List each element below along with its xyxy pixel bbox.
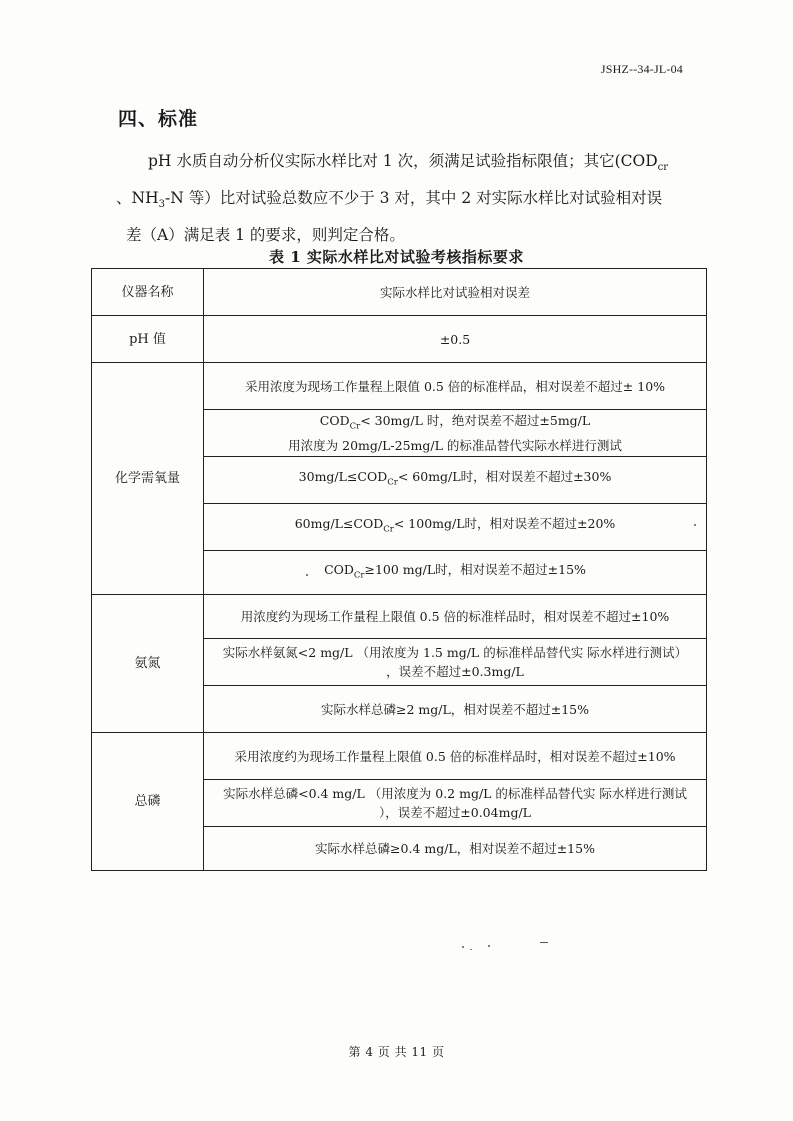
nh3-criterion-2: 实际水样氨氮<2 mg/L （用浓度为 1.5 mg/L 的标准样品替代实 际水样进行测试） ，误差不超过±0.3mg/L xyxy=(204,639,707,686)
table-row-cod-1 xyxy=(92,363,707,410)
cod-criterion-4: $60mg/L\le COD_{Cr}< 100mg/L$时，相对误差不超过±20% xyxy=(204,504,707,551)
table-caption: 表 1 实际水样比对试验考核指标要求 xyxy=(269,248,524,266)
ph-name: pH 值 xyxy=(92,316,204,363)
table-row-nh3-1 xyxy=(92,595,707,639)
cod-criterion-1: 采用浓度为现场工作量程上限值 0.5 倍的标准样品，相对误差不超过± 10% xyxy=(204,363,707,410)
nh3-criterion-3: 实际水样总磷≥2 mg/L，相对误差不超过±15% xyxy=(204,686,707,733)
scan-speck xyxy=(462,946,464,948)
standard-paragraph xyxy=(116,146,704,251)
scan-speck xyxy=(694,524,696,526)
table-header-row xyxy=(92,269,707,316)
section-title: 四、标准 xyxy=(118,108,199,130)
header-instrument-name: 仪器名称 xyxy=(92,269,204,316)
scan-speck xyxy=(540,942,548,943)
ph-value: ±0.5 xyxy=(204,316,707,363)
cod-criterion-5: $COD_{Cr}\ge 100$ mg/L时，相对误差不超过±15% xyxy=(204,551,707,595)
cod-criterion-3: $30mg/L\le COD_{Cr}< 60mg/L$时，相对误差不超过±30% xyxy=(204,457,707,504)
paragraph-line-3: 差（A）满足表 1 的要求，则判定合格。 xyxy=(126,226,405,245)
assessment-table xyxy=(91,268,707,871)
nh3-criterion-1: 用浓度约为现场工作量程上限值 0.5 倍的标准样品时，相对误差不超过±10% xyxy=(204,595,707,639)
paragraph-line-2: 、$NH_3-N$ 等）比对试验总数应不少于 3 对，其中 2 对实际水样比对试验相对误 xyxy=(116,189,663,211)
document-number: JSHZ--34-JL-04 xyxy=(600,62,683,76)
table-row-ph xyxy=(92,316,707,363)
tp-criterion-3: 实际水样总磷≥0.4 mg/L，相对误差不超过±15% xyxy=(204,827,707,871)
nh3-name: 氨氮 xyxy=(92,595,204,733)
header-relative-error: 实际水样比对试验相对误差 xyxy=(204,269,707,316)
tp-name: 总磷 xyxy=(92,733,204,871)
tp-criterion-2: 实际水样总磷<0.4 mg/L （用浓度为 0.2 mg/L 的标准样品替代实 际水样进行测试 ），误差不超过±0.04mg/L xyxy=(204,780,707,827)
table-row-tp-1 xyxy=(92,733,707,780)
paragraph-line-1: pH 水质自动分析仪实际水样比对 1 次，须满足试验指标限值；其它($COD_{cr}$ xyxy=(148,152,669,174)
tp-criterion-1: 采用浓度约为现场工作量程上限值 0.5 倍的标准样品时，相对误差不超过±10% xyxy=(204,733,707,780)
scan-speck xyxy=(306,574,308,576)
page-footer: 第 4 页 共 11 页 xyxy=(348,1045,445,1059)
scan-speck xyxy=(470,949,472,950)
scan-speck xyxy=(488,945,490,947)
cod-name: 化学需氧量 xyxy=(92,363,204,595)
cod-criterion-2: $COD_{Cr}< 30mg/L$ 时，绝对误差不超过±5mg/L 用浓度为 20mg/L-25mg/L 的标准品替代实际水样进行测试 xyxy=(204,410,707,457)
